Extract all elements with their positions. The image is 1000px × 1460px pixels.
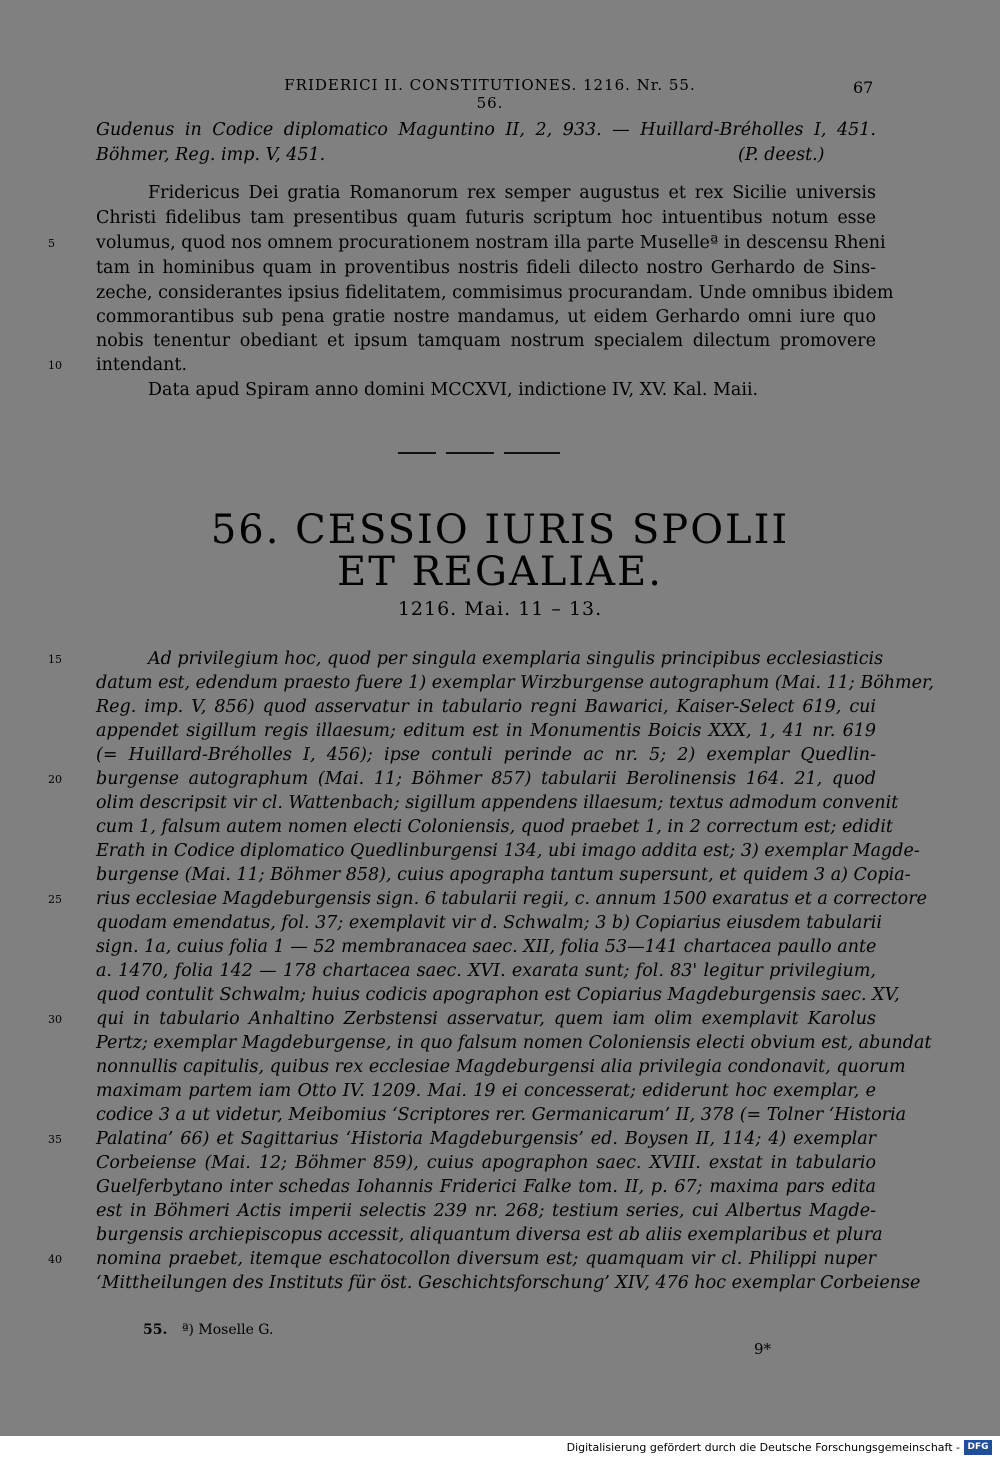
source-line: Böhmer, Reg. imp. V, 451.: [96, 145, 326, 165]
commentary-line: burgensis archiepiscopus accessit, aliquantum diversa est ab aliis exemplaribus et plura: [96, 1225, 883, 1245]
text-line: Christi fidelibus tam presentibus quam futuris scriptum hoc intuentibus notum esse: [96, 208, 876, 228]
commentary-line: ‘Mittheilungen des Instituts für öst. Geschichtsforschung’ XIV, 476 hoc exemplar Corbeiense: [96, 1273, 921, 1293]
commentary-line: quodam emendatus, fol. 37; exemplavit vir d. Schwalm; 3 b) Copiarius eiusdem tabularii: [96, 913, 882, 933]
running-title: FRIDERICI II. CONSTITUTIONES. 1216. Nr. 55. 56.: [284, 76, 696, 112]
footnote-label: 55.: [143, 1322, 168, 1338]
credit-bar: [0, 1436, 1000, 1460]
text-line: zeche, considerantes ipsius fidelitatem, commisimus procurandam. Unde omnibus ibidem: [96, 283, 894, 303]
commentary-line: Palatina’ 66) et Sagittarius ‘Historia Magdeburgensis’ ed. Boysen II, 114; 4) exemplar: [96, 1129, 876, 1149]
commentary-line: Reg. imp. V, 856) quod asservatur in tabulario regni Bawarici, Kaiser-Select 619, cui: [96, 697, 876, 717]
section-separator: [398, 442, 598, 446]
commentary-line: rius ecclesiae Magdeburgensis sign. 6 tabularii regii, c. annum 1500 exaratus et a correctore: [96, 889, 927, 909]
dfg-logo[interactable]: DFG: [964, 1440, 992, 1455]
commentary-line: est in Böhmeri Actis imperii selectis 239 nr. 268; testium series, cui Albertus Magde-: [96, 1201, 876, 1221]
commentary-line: appendet sigillum regis illaesum; editum est in Monumentis Boicis XXX, 1, 41 nr. 619: [96, 721, 876, 741]
commentary-line: (= Huillard-Bréholles I, 456); ipse contuli perinde ac nr. 5; 2) exemplar Quedlin-: [96, 745, 876, 765]
document-title: ET REGALIAE.: [337, 549, 663, 595]
commentary-line: burgense (Mai. 11; Böhmer 858), cuius apographa tantum supersunt, et quidem 3 a) Copia-: [96, 865, 911, 885]
commentary-line: maximam partem iam Otto IV. 1209. Mai. 19 ei concesserat; ediderunt hoc exemplar, e: [96, 1081, 876, 1101]
page-number: 67: [853, 78, 874, 97]
commentary-line: nomina praebet, itemque eschatocollon diversum est; quamquam vir cl. Philippi nuper: [96, 1249, 876, 1269]
signature-mark: 9*: [754, 1340, 772, 1358]
text-line: intendant.: [96, 355, 188, 375]
line-number: 35: [48, 1133, 62, 1146]
source-line: Gudenus in Codice diplomatico Maguntino II, 2, 933. — Huillard-Bréholles I, 451.: [96, 120, 876, 140]
document-date: 1216. Mai. 11 – 13.: [397, 598, 603, 620]
commentary-line: nonnullis capitulis, quibus rex ecclesiae Magdeburgensi alia privilegia condonavit, quorum: [96, 1057, 906, 1077]
dating-clause: Data apud Spiram anno domini MCCXVI, indictione IV, XV. Kal. Maii.: [148, 380, 759, 400]
footnote: [143, 1322, 273, 1338]
text-line: Fridericus Dei gratia Romanorum rex semper augustus et rex Sicilie universis: [148, 183, 876, 203]
line-number: 25: [48, 893, 62, 906]
commentary-line: sign. 1a, cuius folia 1 — 52 membranacea saec. XII, folia 53—141 chartacea paullo ante: [96, 937, 877, 957]
commentary-line: datum est, edendum praesto fuere 1) exemplar Wirzburgense autographum (Mai. 11; Böhmer,: [96, 673, 934, 693]
commentary-line: Corbeiense (Mai. 12; Böhmer 859), cuius apographon saec. XVIII. exstat in tabulario: [96, 1153, 876, 1173]
text-line: tam in hominibus quam in proventibus nostris fideli dilecto nostro Gerhardo de Sins-: [96, 258, 876, 278]
line-number: 20: [48, 773, 62, 786]
commentary-line: Guelferbytano inter schedas Iohannis Friderici Falke tom. II, p. 67; maxima pars edita: [96, 1177, 876, 1197]
text-line: nobis tenentur obediant et ipsum tamquam nostrum specialem dilectum promovere: [96, 331, 876, 351]
commentary-line: codice 3 a ut videtur, Meibomius ‘Scriptores rer. Germanicarum’ II, 378 (= Tolner ‘Historia: [96, 1105, 907, 1125]
credit-text[interactable]: Digitalisierung gefördert durch die Deutsche Forschungsgemeinschaft -: [566, 1441, 960, 1454]
footnote-text: ª) Moselle G.: [181, 1322, 274, 1338]
commentary-line: quod contulit Schwalm; huius codicis apographon est Copiarius Magdeburgensis saec. XV,: [96, 985, 900, 1005]
commentary-line: cum 1, falsum autem nomen electi Coloniensis, quod praebet 1, in 2 correctum est; edidit: [96, 817, 893, 837]
line-number: 40: [48, 1253, 62, 1266]
commentary-line: a. 1470, folia 142 — 178 chartacea saec. XVI. exarata sunt; fol. 83' legitur privilegium,: [96, 961, 876, 981]
line-number: 30: [48, 1013, 62, 1026]
commentary-line: olim descripsit vir cl. Wattenbach; sigillum appendens illaesum; textus admodum convenit: [96, 793, 899, 813]
commentary-line: Pertz; exemplar Magdeburgense, in quo falsum nomen Coloniensis electi obvium est, abundat: [96, 1033, 932, 1053]
line-number: 5: [48, 237, 55, 250]
commentary-line: qui in tabulario Anhaltino Zerbstensi asservatur, quem iam olim exemplavit Karolus: [96, 1009, 876, 1029]
line-number: 10: [48, 359, 62, 372]
document-title: 56. CESSIO IURIS SPOLII: [210, 507, 790, 553]
line-number: 15: [48, 653, 62, 666]
source-note: (P. deest.): [738, 145, 825, 165]
commentary-line: burgense autographum (Mai. 11; Böhmer 857) tabularii Berolinensis 164. 21, quod: [96, 769, 876, 789]
text-line: volumus, quod nos omnem procurationem nostram illa parte Muselleª in descensu Rheni: [96, 233, 886, 253]
commentary-line: Erath in Codice diplomatico Quedlinburgensi 134, ubi imago addita est; 3) exemplar Magde-: [96, 841, 920, 861]
text-line: commorantibus sub pena gratie nostre mandamus, ut eidem Gerhardo omni iure quo: [96, 307, 876, 327]
commentary-line: Ad privilegium hoc, quod per singula exemplaria singulis principibus ecclesiasticis: [148, 649, 884, 669]
